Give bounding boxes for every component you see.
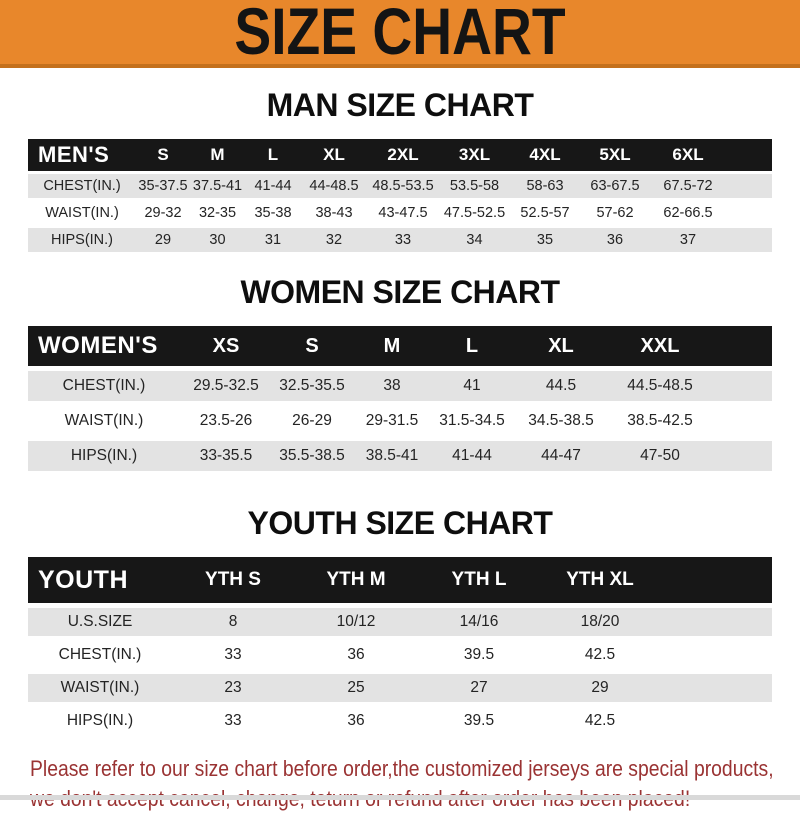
cell: 23 [172,674,294,702]
mens-hips-row [28,228,772,252]
cell: 47-50 [610,441,710,471]
youth-chest-row [28,641,772,669]
cell: 52.5-57 [510,201,580,225]
cell: 33 [172,707,294,735]
cell: 29 [136,228,190,252]
youth-col-l: YTH L [418,557,540,603]
mens-col-6xl: 6XL [650,139,726,171]
mens-col-s: S [136,139,190,171]
row-label: WAIST(IN.) [28,674,172,702]
filler-cell [726,174,772,198]
cell: 10/12 [294,608,418,636]
cell: 29 [540,674,660,702]
cell: 37.5-41 [190,174,245,198]
cell: 30 [190,228,245,252]
cell: 29-32 [136,201,190,225]
womens-header-label: WOMEN'S [28,326,180,366]
cell: 67.5-72 [650,174,726,198]
cell: 37 [650,228,726,252]
cell: 23.5-26 [180,406,272,436]
cell: 32.5-35.5 [272,371,352,401]
row-label: HIPS(IN.) [28,707,172,735]
filler-cell [660,674,772,702]
cell: 41 [432,371,512,401]
filler-cell [660,557,772,603]
cell: 36 [580,228,650,252]
womens-col-m: M [352,326,432,366]
youth-col-s: YTH S [172,557,294,603]
cell: 53.5-58 [439,174,510,198]
cell: 8 [172,608,294,636]
cell: 58-63 [510,174,580,198]
row-label: CHEST(IN.) [28,174,136,198]
disclaimer-note [30,754,774,814]
youth-header-row [28,557,772,603]
mens-col-m: M [190,139,245,171]
mens-waist-row [28,201,772,225]
cell: 38.5-42.5 [610,406,710,436]
row-label: CHEST(IN.) [28,641,172,669]
cell: 35 [510,228,580,252]
cell: 38 [352,371,432,401]
cell: 41-44 [245,174,301,198]
cell: 32 [301,228,367,252]
cell: 62-66.5 [650,201,726,225]
womens-header-row [28,326,772,366]
cell: 35.5-38.5 [272,441,352,471]
row-label: WAIST(IN.) [28,201,136,225]
cell: 36 [294,707,418,735]
filler-cell [710,371,772,401]
cell: 35-38 [245,201,301,225]
cell: 39.5 [418,707,540,735]
youth-waist-row [28,674,772,702]
row-label: CHEST(IN.) [28,371,180,401]
size-chart-banner [0,0,800,68]
cell: 27 [418,674,540,702]
youth-size-table [28,552,772,740]
cell: 35-37.5 [136,174,190,198]
cell: 43-47.5 [367,201,439,225]
mens-header-row [28,139,772,171]
mens-col-3xl: 3XL [439,139,510,171]
filler-cell [710,326,772,366]
filler-cell [660,707,772,735]
man-section-heading: MAN SIZE CHART [266,87,534,123]
cell: 29-31.5 [352,406,432,436]
womens-size-table [28,321,772,476]
womens-col-xxl: XXL [610,326,710,366]
womens-hips-row [28,441,772,471]
cell: 39.5 [418,641,540,669]
womens-waist-row [28,406,772,436]
mens-size-table [28,136,772,255]
banner-title: SIZE CHART [234,0,566,69]
cell: 44-48.5 [301,174,367,198]
cell: 33 [367,228,439,252]
womens-col-l: L [432,326,512,366]
womens-col-xs: XS [180,326,272,366]
cell: 25 [294,674,418,702]
cell: 34.5-38.5 [512,406,610,436]
filler-cell [726,139,772,171]
cell: 44.5-48.5 [610,371,710,401]
filler-cell [660,641,772,669]
youth-ussize-row [28,608,772,636]
row-label: WAIST(IN.) [28,406,180,436]
youth-hips-row [28,707,772,735]
mens-header-label: MEN'S [28,139,136,171]
cell: 31 [245,228,301,252]
filler-cell [726,201,772,225]
youth-col-xl: YTH XL [540,557,660,603]
youth-col-m: YTH M [294,557,418,603]
cell: 26-29 [272,406,352,436]
filler-cell [710,441,772,471]
mens-col-2xl: 2XL [367,139,439,171]
cell: 32-35 [190,201,245,225]
womens-chest-row [28,371,772,401]
bottom-edge-strip [0,795,800,800]
youth-header-label: YOUTH [28,557,172,603]
cell: 41-44 [432,441,512,471]
mens-col-l: L [245,139,301,171]
youth-section-heading: YOUTH SIZE CHART [247,505,553,541]
cell: 18/20 [540,608,660,636]
cell: 57-62 [580,201,650,225]
cell: 33-35.5 [180,441,272,471]
cell: 29.5-32.5 [180,371,272,401]
mens-col-5xl: 5XL [580,139,650,171]
filler-cell [660,608,772,636]
filler-cell [726,228,772,252]
row-label: HIPS(IN.) [28,441,180,471]
cell: 47.5-52.5 [439,201,510,225]
cell: 44.5 [512,371,610,401]
row-label: U.S.SIZE [28,608,172,636]
mens-chest-row [28,174,772,198]
cell: 42.5 [540,707,660,735]
women-section-heading: WOMEN SIZE CHART [240,274,560,310]
cell: 38-43 [301,201,367,225]
cell: 38.5-41 [352,441,432,471]
womens-col-xl: XL [512,326,610,366]
mens-col-xl: XL [301,139,367,171]
cell: 44-47 [512,441,610,471]
cell: 42.5 [540,641,660,669]
row-label: HIPS(IN.) [28,228,136,252]
disclaimer-line-1: Please refer to our size chart before order,the customized jerseys are special products, [30,756,774,781]
filler-cell [710,406,772,436]
cell: 33 [172,641,294,669]
cell: 14/16 [418,608,540,636]
cell: 36 [294,641,418,669]
cell: 34 [439,228,510,252]
cell: 63-67.5 [580,174,650,198]
cell: 48.5-53.5 [367,174,439,198]
mens-col-4xl: 4XL [510,139,580,171]
cell: 31.5-34.5 [432,406,512,436]
womens-col-s: S [272,326,352,366]
